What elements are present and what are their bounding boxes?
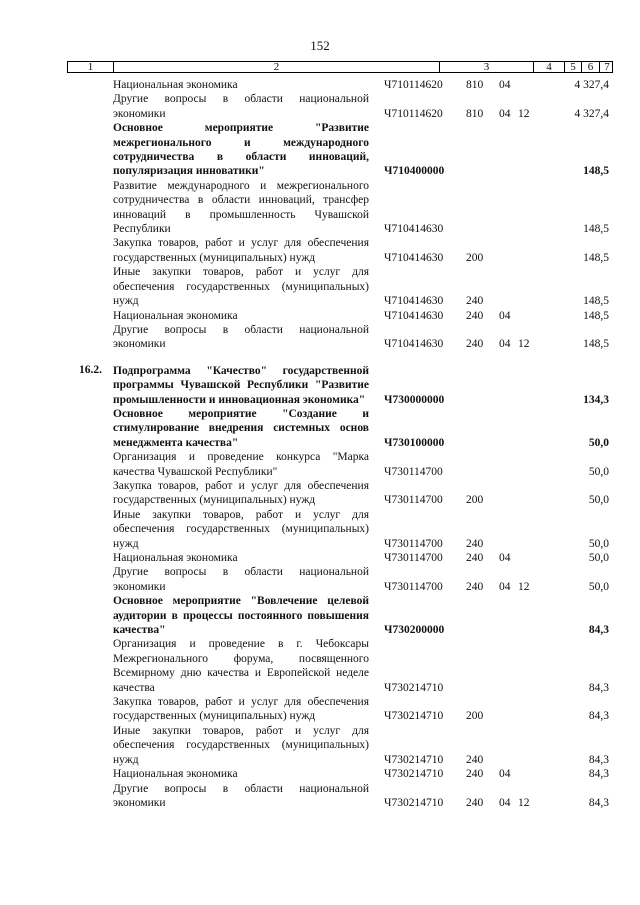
amount: 50,0 [588,537,609,550]
target-article-code: Ч730200000 [384,624,445,637]
subsection-code: 12 [518,580,530,593]
amount: 148,5 [583,295,609,308]
target-article-code: Ч730114700 [384,465,443,478]
section-code: 04 [499,309,511,322]
target-article-code: Ч730000000 [384,393,445,406]
table-row [0,724,640,767]
table-row [0,695,640,724]
target-article-code: Ч710414630 [384,251,444,264]
target-article-code: Ч730114700 [384,494,443,507]
header-cell-5: 5 [565,62,582,72]
table-row [0,479,640,508]
target-article-code: Ч710414630 [384,295,444,308]
table-row [0,121,640,179]
row-name: Развитие международного и межрегионального сотрудничества в области инноваций, трансфер инноваций в промышленность Чувашской Республики [113,179,369,236]
table-row [0,309,640,323]
row-name: Национальная экономика [113,79,238,91]
table-row [0,179,640,237]
section-code: 04 [499,552,511,564]
target-article-code: Ч730114700 [384,552,443,564]
amount: 148,5 [583,309,609,322]
target-article-code: Ч710414630 [384,309,444,322]
amount: 84,3 [588,768,609,781]
budget-table-body [0,78,640,810]
row-name: Иные закупки товаров, работ и услуг для обеспечения государственных (муниципальных) нужд [113,508,369,550]
expense-type-code: 240 [466,537,484,550]
amount: 148,5 [583,251,609,264]
table-row [0,594,640,637]
target-article-code: Ч730214710 [384,681,444,694]
target-article-code: Ч710400000 [384,165,445,178]
table-row [0,78,640,92]
subsection-code: 12 [518,107,530,120]
expense-type-code: 810 [466,79,484,91]
row-name: Национальная экономика [113,552,238,564]
target-article-code: Ч730214710 [384,753,444,766]
table-row [0,407,640,450]
amount: 50,0 [588,465,609,478]
row-name: Основное мероприятие "Создание и стимулирование внедрения системных основ менеджмента качества" [113,407,369,449]
subsection-code: 12 [518,796,530,809]
target-article-code: Ч730214710 [384,796,444,809]
expense-type-code: 240 [466,552,484,564]
target-article-code: Ч730100000 [384,436,445,449]
target-article-code: Ч730114700 [384,537,443,550]
header-cell-1: 1 [68,62,114,72]
page-number: 152 [310,38,330,53]
amount: 4 327,4 [574,107,609,120]
header-cell-7: 7 [604,61,610,73]
amount: 84,3 [588,753,609,766]
row-number: 16.2. [79,363,102,376]
target-article-code: Ч710414630 [384,338,444,351]
table-row [0,565,640,594]
amount: 84,3 [588,681,609,694]
amount: 84,3 [588,710,609,723]
table-row [0,265,640,308]
amount: 50,0 [588,436,609,449]
table-header [67,61,613,73]
table-row [0,508,640,551]
amount: 148,5 [583,223,609,236]
expense-type-code: 810 [466,107,484,120]
target-article-code: Ч730214710 [384,710,444,723]
target-article-code: Ч710114620 [384,79,443,91]
expense-type-code: 240 [466,309,484,322]
target-article-code: Ч730214710 [384,768,444,781]
row-name: Подпрограмма "Качество" государственной программы Чувашской Республики "Развитие промышленности и инновационная экономика" [113,364,369,406]
section-code: 04 [499,79,511,91]
subsection-code: 12 [518,338,530,351]
expense-type-code: 240 [466,338,484,351]
header-cell-4: 4 [534,62,565,72]
amount: 50,0 [588,494,609,507]
amount: 4 327,4 [574,79,609,91]
row-name: Национальная экономика [113,309,238,322]
expense-type-code: 200 [466,251,484,264]
amount: 148,5 [583,338,609,351]
section-code: 04 [499,338,511,351]
table-row [0,323,640,352]
expense-type-code: 240 [466,580,484,593]
table-row [0,450,640,479]
expense-type-code: 240 [466,796,484,809]
section-gap [0,352,640,364]
section-code: 04 [499,796,511,809]
expense-type-code: 200 [466,494,484,507]
expense-type-code: 200 [466,710,484,723]
table-row [0,637,640,695]
expense-type-code: 240 [466,295,484,308]
row-name: Основное мероприятие "Развитие межрегионального и международного сотрудничества в области инноваций, популяризация инноватики" [113,122,369,178]
section-code: 04 [499,580,511,593]
header-cell-2: 2 [114,62,440,72]
table-row [0,236,640,265]
target-article-code: Ч730114700 [384,580,443,593]
table-row [0,782,640,811]
amount: 84,3 [588,796,609,809]
row-name: Закупка товаров, работ и услуг для обеспечения государственных (муниципальных) нужд [113,479,369,507]
row-name: Организация и проведение конкурса "Марка качества Чувашской Республики" [113,451,369,478]
table-row [0,551,640,565]
row-name: Другие вопросы в области национальной экономики [113,323,369,351]
amount: 50,0 [588,580,609,593]
row-name: Национальная экономика [113,768,238,781]
expense-type-code: 240 [466,768,484,781]
amount: 134,3 [583,393,609,406]
table-row [0,92,640,121]
header-cell-3: 3 [440,62,534,72]
row-name: Закупка товаров, работ и услуг для обеспечения государственных (муниципальных) нужд [113,696,369,723]
target-article-code: Ч710414630 [384,223,444,236]
row-name: Основное мероприятие "Вовлечение целевой аудитории в процессы постоянного повышения качества" [113,595,369,637]
table-row [0,767,640,781]
amount: 84,3 [588,624,609,637]
target-article-code: Ч710114620 [384,107,443,120]
table-row [0,364,640,407]
section-code: 04 [499,768,511,781]
row-name: Другие вопросы в области национальной экономики [113,566,369,593]
row-name: Другие вопросы в области национальной экономики [113,93,369,120]
row-name: Иные закупки товаров, работ и услуг для обеспечения государственных (муниципальных) нужд [113,266,369,308]
amount: 50,0 [588,552,609,564]
row-name: Иные закупки товаров, работ и услуг для обеспечения государственных (муниципальных) нужд [113,724,369,766]
row-name: Организация и проведение в г. Чебоксары Межрегионального форума, посвященного Всемирному дню качества и Европейской неделе качества [113,638,369,694]
amount: 148,5 [583,165,609,178]
section-code: 04 [499,107,511,120]
header-cell-6: 6 [582,62,600,72]
row-name: Другие вопросы в области национальной экономики [113,782,369,809]
expense-type-code: 240 [466,753,484,766]
row-name: Закупка товаров, работ и услуг для обеспечения государственных (муниципальных) нужд [113,237,369,264]
